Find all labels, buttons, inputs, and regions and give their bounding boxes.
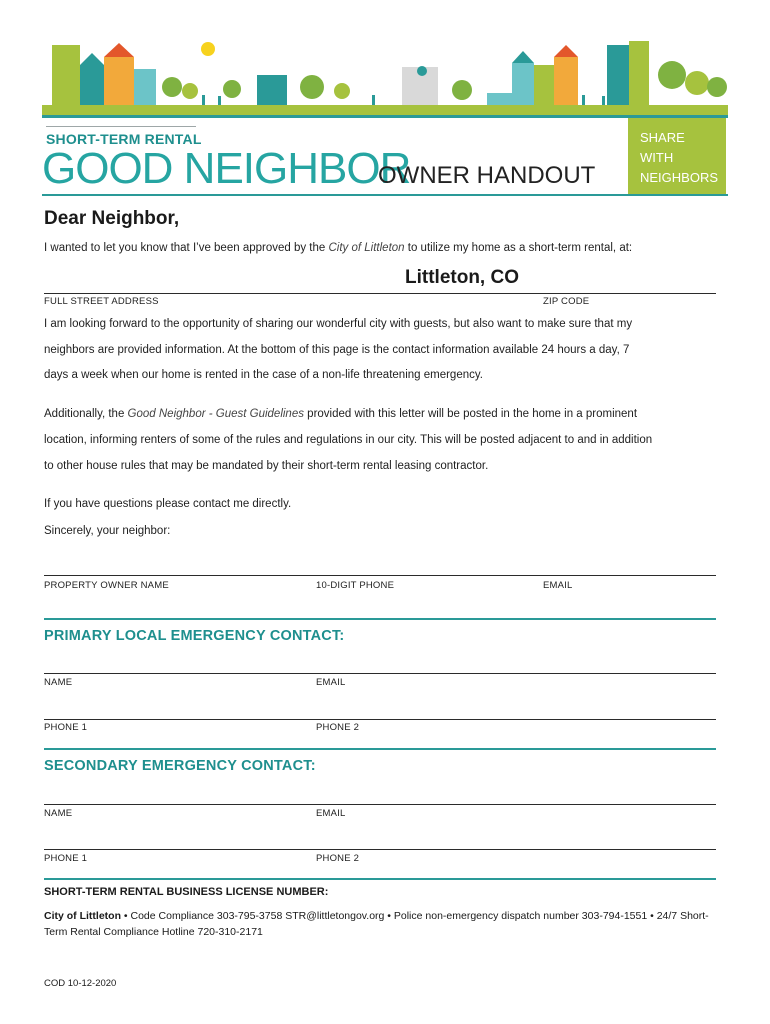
primary-name-label: NAME	[44, 677, 73, 688]
secondary-name-line[interactable]	[44, 804, 716, 805]
kicker-rule	[46, 126, 196, 127]
primary-email-label: EMAIL	[316, 677, 346, 688]
primary-divider	[44, 618, 716, 620]
paragraph1-line: days a week when our home is rented in the case of a non-life threatening emergency.	[44, 369, 483, 381]
contact-info	[44, 908, 724, 940]
secondary-phone-line[interactable]	[44, 849, 716, 850]
document-code: COD 10-12-2020	[44, 978, 117, 989]
primary-name-line[interactable]	[44, 673, 716, 674]
neighborhood-illustration	[42, 35, 728, 120]
paragraph2-line	[44, 408, 637, 420]
share-line: NEIGHBORS	[640, 170, 719, 185]
owner-phone-label: 10-DIGIT PHONE	[316, 580, 395, 591]
org-name: City of Littleton	[44, 910, 121, 922]
paragraph1-line: I am looking forward to the opportunity of sharing our wonderful city with guests, but also want to make sure that my	[44, 318, 633, 330]
share-badge	[628, 118, 726, 194]
street-address-label: FULL STREET ADDRESS	[44, 296, 159, 307]
primary-phone2-label: PHONE 2	[316, 722, 360, 733]
header-subtitle: OWNER HANDOUT	[378, 162, 596, 189]
guidelines-title: Good Neighbor - Guest Guidelines	[127, 408, 304, 420]
footer-divider	[44, 878, 716, 880]
owner-name-label: PROPERTY OWNER NAME	[44, 580, 169, 591]
intro-text: I wanted to let you know that I’ve been approved by the	[44, 242, 329, 254]
paragraph2-line: location, informing renters of some of the rules and regulations in our city. This will be posted adjacent to and in addition	[44, 434, 653, 446]
primary-phone1-label: PHONE 1	[44, 722, 88, 733]
header-divider	[42, 194, 728, 196]
secondary-email-label: EMAIL	[316, 808, 346, 819]
greeting: Dear Neighbor,	[44, 208, 180, 229]
license-number-heading: SHORT-TERM RENTAL BUSINESS LICENSE NUMBER:	[44, 886, 329, 898]
share-line: WITH	[640, 150, 674, 165]
address-city-state: Littleton, CO	[405, 267, 519, 288]
secondary-name-label: NAME	[44, 808, 73, 819]
secondary-phone1-label: PHONE 1	[44, 853, 88, 864]
city-name: City of Littleton	[328, 242, 405, 254]
owner-email-label: EMAIL	[543, 580, 573, 591]
paragraph2-text: Additionally, the	[44, 408, 128, 420]
intro-line	[44, 242, 632, 254]
share-line: SHARE	[640, 130, 685, 145]
secondary-phone2-label: PHONE 2	[316, 853, 360, 864]
header-kicker: SHORT-TERM RENTAL	[46, 131, 202, 147]
address-line[interactable]	[44, 293, 716, 294]
header-title: GOOD NEIGHBOR	[42, 144, 411, 193]
questions-line: If you have questions please contact me directly.	[44, 498, 292, 510]
paragraph2-text-end: provided with this letter will be posted in the home in a prominent	[303, 408, 638, 420]
secondary-contact-heading: SECONDARY EMERGENCY CONTACT:	[44, 758, 316, 774]
intro-text-end: to utilize my home as a short-term rental, at:	[404, 242, 633, 254]
secondary-divider	[44, 748, 716, 750]
zip-code-label: ZIP CODE	[543, 296, 590, 307]
owner-info-line[interactable]	[44, 575, 716, 576]
paragraph2-line: to other house rules that may be mandated by their short-term rental leasing contractor.	[44, 460, 489, 472]
signoff-line: Sincerely, your neighbor:	[44, 525, 171, 537]
primary-phone-line[interactable]	[44, 719, 716, 720]
contact-line: Term Rental Compliance Hotline 720-310-2171	[44, 926, 263, 938]
primary-contact-heading: PRIMARY LOCAL EMERGENCY CONTACT:	[44, 628, 345, 644]
contact-line: • Code Compliance 303-795-3758 STR@littletongov.org • Police non-emergency dispatch number 303-794-1551 • 24/7 Short-	[121, 910, 709, 922]
paragraph1-line: neighbors are provided information. At the bottom of this page is the contact information available 24 hours a day, 7	[44, 344, 630, 356]
